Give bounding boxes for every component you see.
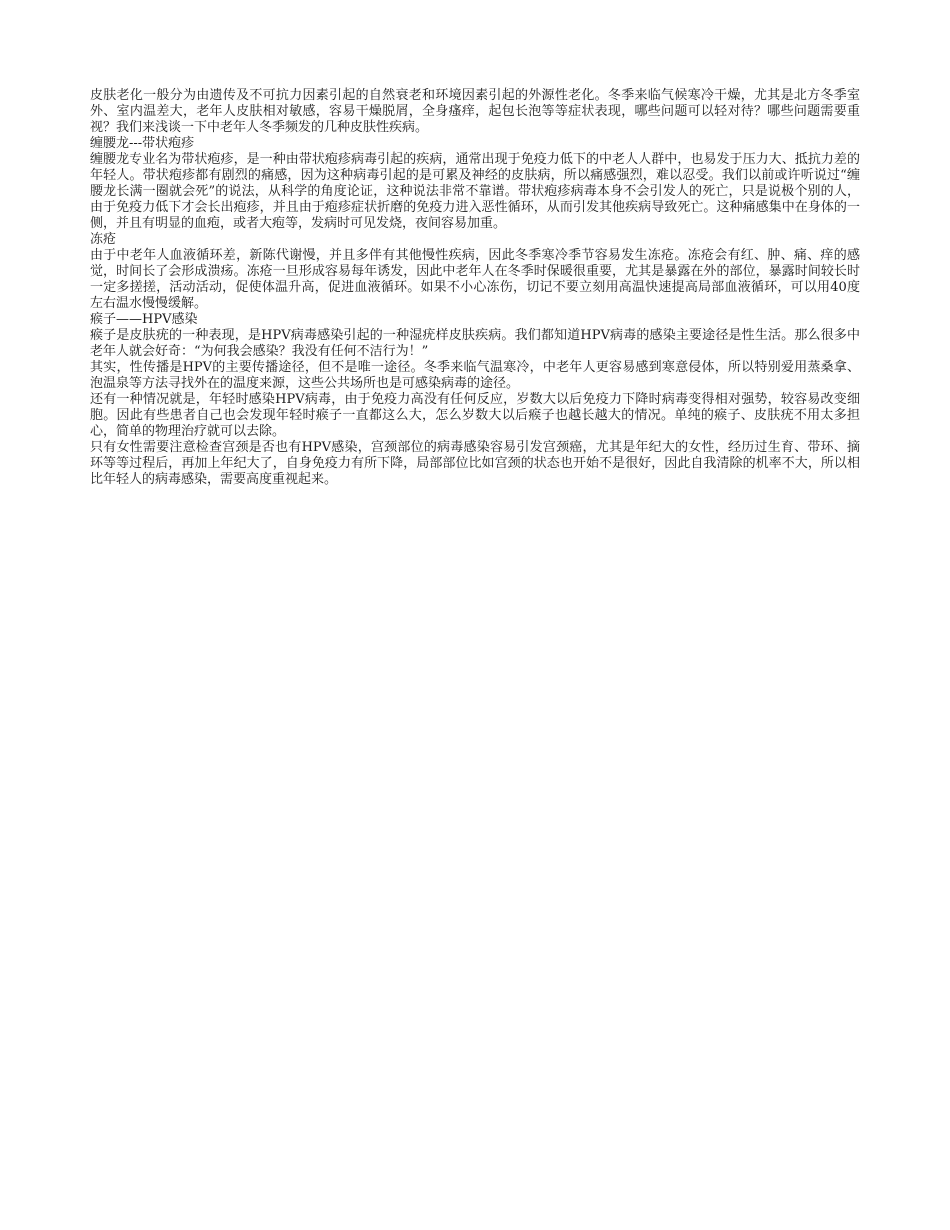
document-body [90, 88, 860, 488]
hpv-paragraph-1: 瘊子是皮肤疣的一种表现，是HPV病毒感染引起的一种湿疣样皮肤疾病。我们都知道HPV病毒的感染主要途径是性生活。那么很多中老年人就会好奇：“为何我会感染？我没有任何不洁行为！” [90, 328, 860, 359]
hpv-paragraph-3: 还有一种情况就是，年轻时感染HPV病毒，由于免疫力高没有任何反应，岁数大以后免疫力下降时病毒变得相对强势，较容易改变细胞。因此有些患者自己也会发现年轻时瘊子一直都这么大，怎么岁数大以后瘊子也越长越大的情况。单纯的瘊子、皮肤疣不用太多担心，简单的物理治疗就可以去除。 [90, 392, 860, 439]
section-heading-hpv: 瘊子——HPV感染 [90, 312, 198, 327]
hpv-paragraph-2: 其实，性传播是HPV的主要传播途径，但不是唯一途径。冬季来临气温寒冷，中老年人更容易感到寒意侵体，所以特别爱用蒸桑拿、泡温泉等方法寻找外在的温度来源，这些公共场所也是可感染病毒的途径。 [90, 360, 860, 391]
shingles-paragraph: 缠腰龙专业名为带状疱疹，是一种由带状疱疹病毒引起的疾病，通常出现于免疫力低下的中老人人群中，也易发于压力大、抵抗力差的年轻人。带状疱疹都有剧烈的痛感，因为这种病毒引起的是可累及神经的皮肤病，所以痛感强烈，难以忍受。我们以前或许听说过“缠腰龙长满一圈就会死”的说法，从科学的角度论证，这种说法非常不靠谱。带状疱疹病毒本身不会引发人的死亡，只是说极个别的人，由于免疫力低下才会长出疱疹，并且由于疱疹症状折磨的免疫力进入恶性循环，从而引发其他疾病导致死亡。这种痛感集中在身体的一侧，并且有明显的血疱，或者大疱等，发病时可见发烧，夜间容易加重。 [90, 152, 860, 231]
intro-paragraph: 皮肤老化一般分为由遗传及不可抗力因素引起的自然衰老和环境因素引起的外源性老化。冬季来临气候寒冷干燥，尤其是北方冬季室外、室内温差大，老年人皮肤相对敏感，容易干燥脱屑，全身瘙痒，起包长泡等等症状表现，哪些问题可以轻对待？哪些问题需要重视？我们来浅谈一下中老年人冬季频发的几种皮肤性疾病。 [90, 88, 860, 135]
section-heading-shingles: 缠腰龙---带状疱疹 [90, 136, 195, 151]
hpv-paragraph-4: 只有女性需要注意检查宫颈是否也有HPV感染，宫颈部位的病毒感染容易引发宫颈癌，尤其是年纪大的女性，经历过生育、带环、摘环等等过程后，再加上年纪大了，自身免疫力有所下降，局部部位比如宫颈的状态也开始不是很好，因此自我清除的机率不大，所以相比年轻人的病毒感染，需要高度重视起来。 [90, 440, 860, 487]
frostbite-paragraph: 由于中老年人血液循环差，新陈代谢慢，并且多伴有其他慢性疾病，因此冬季寒冷季节容易发生冻疮。冻疮会有红、肿、痛、痒的感觉，时间长了会形成溃疡。冻疮一旦形成容易每年诱发，因此中老年人在冬季时保暖很重要，尤其是暴露在外的部位，暴露时间较长时一定多搓搓，活动活动，促使体温升高，促进血液循环。如果不小心冻伤，切记不要立刻用高温快速提高局部血液循环，可以用40度左右温水慢慢缓解。 [90, 248, 860, 311]
section-heading-frostbite: 冻疮 [90, 232, 117, 247]
